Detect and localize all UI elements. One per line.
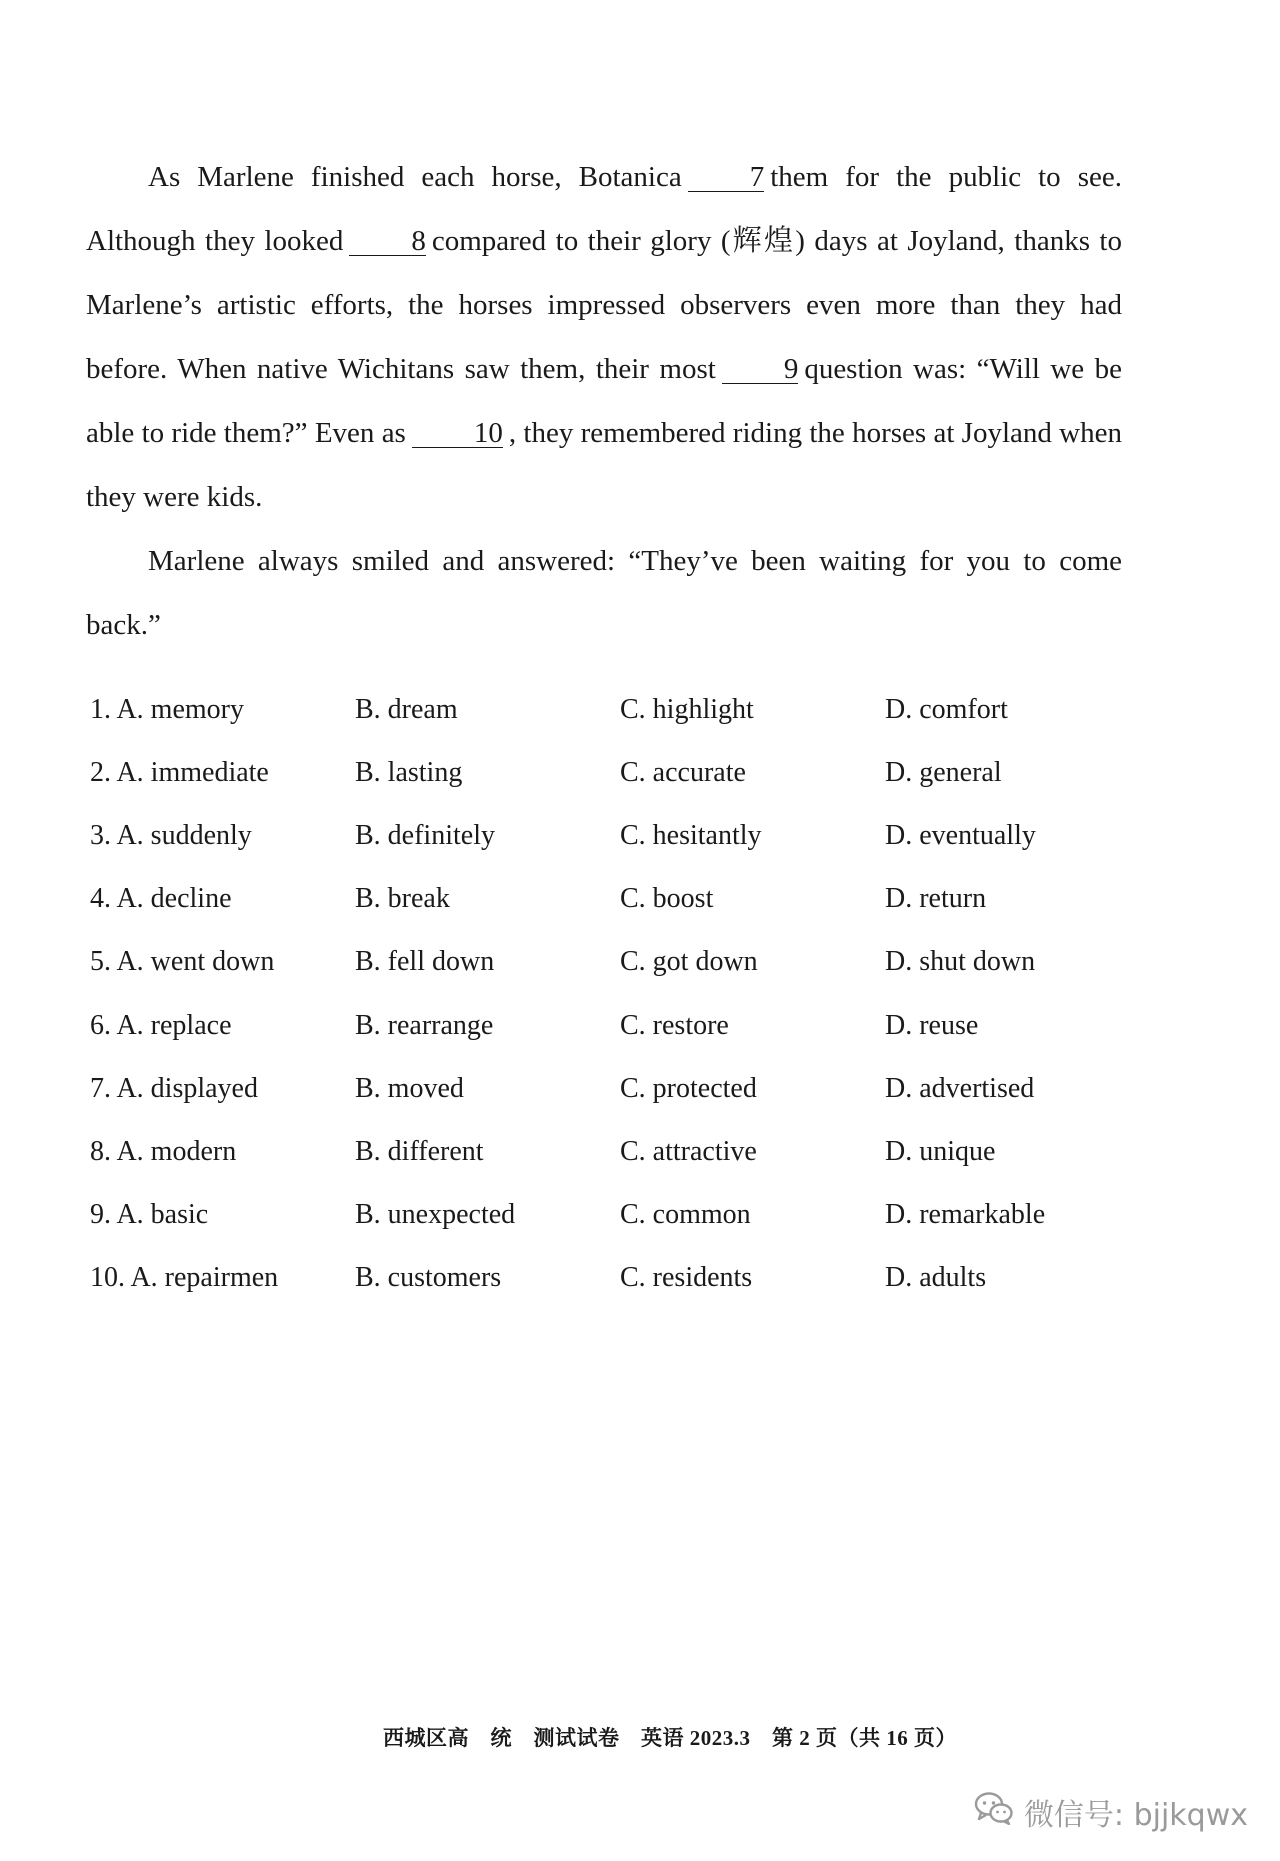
blank-7: 7 [688, 163, 765, 192]
option-c: C. hesitantly [620, 819, 762, 851]
question-row [90, 868, 1090, 931]
option-b: B. lasting [355, 756, 463, 788]
option-c: C. restore [620, 1009, 729, 1041]
option-d: D. comfort [885, 693, 1008, 725]
option-b: B. moved [355, 1072, 464, 1104]
question-row [90, 1057, 1090, 1120]
question-row [90, 741, 1090, 804]
option-c: C. common [620, 1199, 751, 1231]
option-b: B. dream [355, 693, 458, 725]
passage-text: them for the public to see. Although they looked [86, 161, 1122, 257]
option-a: 1. A. memory [90, 693, 244, 725]
option-b: B. rearrange [355, 1009, 494, 1041]
option-a: 5. A. went down [90, 946, 275, 978]
question-row [90, 1120, 1090, 1183]
option-d: D. shut down [885, 946, 1036, 978]
option-c: C. residents [620, 1262, 753, 1294]
option-d: D. unique [885, 1135, 996, 1167]
option-b: B. different [355, 1135, 484, 1167]
option-d: D. general [885, 756, 1002, 788]
option-c: C. highlight [620, 693, 754, 725]
option-b: B. unexpected [355, 1199, 516, 1231]
option-b: B. break [355, 883, 450, 915]
page-footer: 西城区高 统 测试试卷 英语 2023.3 第 2 页（共 16 页） [383, 1726, 957, 1750]
option-c: C. protected [620, 1072, 757, 1104]
passage-text: , they remembered riding the horses at Joyland when they were kids. [86, 417, 1122, 513]
option-a: 8. A. modern [90, 1135, 237, 1167]
passage-paragraph-2: Marlene always smiled and answered: “They’ve been waiting for you to come back.” [86, 545, 1122, 641]
option-a: 9. A. basic [90, 1199, 209, 1231]
option-a: 7. A. displayed [90, 1072, 258, 1104]
question-row [90, 1247, 1090, 1310]
option-c: C. boost [620, 883, 714, 915]
option-c: C. got down [620, 946, 758, 978]
watermark-text: 微信号: bjjkqwx [1023, 1798, 1248, 1833]
option-a: 4. A. decline [90, 883, 232, 915]
option-b: B. definitely [355, 819, 495, 851]
option-a: 10. A. repairmen [90, 1262, 279, 1294]
option-d: D. advertised [885, 1072, 1035, 1104]
blank-9: 9 [722, 355, 799, 384]
option-b: B. customers [355, 1262, 502, 1294]
question-row [90, 804, 1090, 867]
question-row [90, 994, 1090, 1057]
option-a: 3. A. suddenly [90, 819, 252, 851]
question-row [90, 678, 1090, 741]
passage-text: question was: “Will we be able to ride them?” Even as [86, 353, 1122, 449]
passage-text: As Marlene finished each horse, Botanica [148, 161, 682, 193]
option-d: D. adults [885, 1262, 987, 1294]
passage-paragraph-1 [86, 145, 1122, 529]
answer-options [90, 678, 1090, 1310]
option-d: D. reuse [885, 1009, 979, 1041]
wechat-icon [974, 1791, 1024, 1833]
option-c: C. accurate [620, 756, 746, 788]
option-b: B. fell down [355, 946, 495, 978]
option-a: 6. A. replace [90, 1009, 232, 1041]
option-d: D. remarkable [885, 1199, 1046, 1231]
option-c: C. attractive [620, 1135, 757, 1167]
option-d: D. eventually [885, 819, 1036, 851]
question-row [90, 1184, 1090, 1247]
blank-8: 8 [349, 227, 426, 256]
reading-passage [86, 145, 1122, 657]
passage-text: compared to their glory (辉煌) days at Joyland, thanks to Marlene’s artistic efforts, the horses impressed observers even more than they had before. When native Wichitans saw them, their most [86, 225, 1122, 385]
option-d: D. return [885, 883, 987, 915]
wechat-watermark [974, 1790, 1248, 1834]
blank-10: 10 [412, 419, 503, 448]
option-a: 2. A. immediate [90, 756, 269, 788]
question-row [90, 931, 1090, 994]
